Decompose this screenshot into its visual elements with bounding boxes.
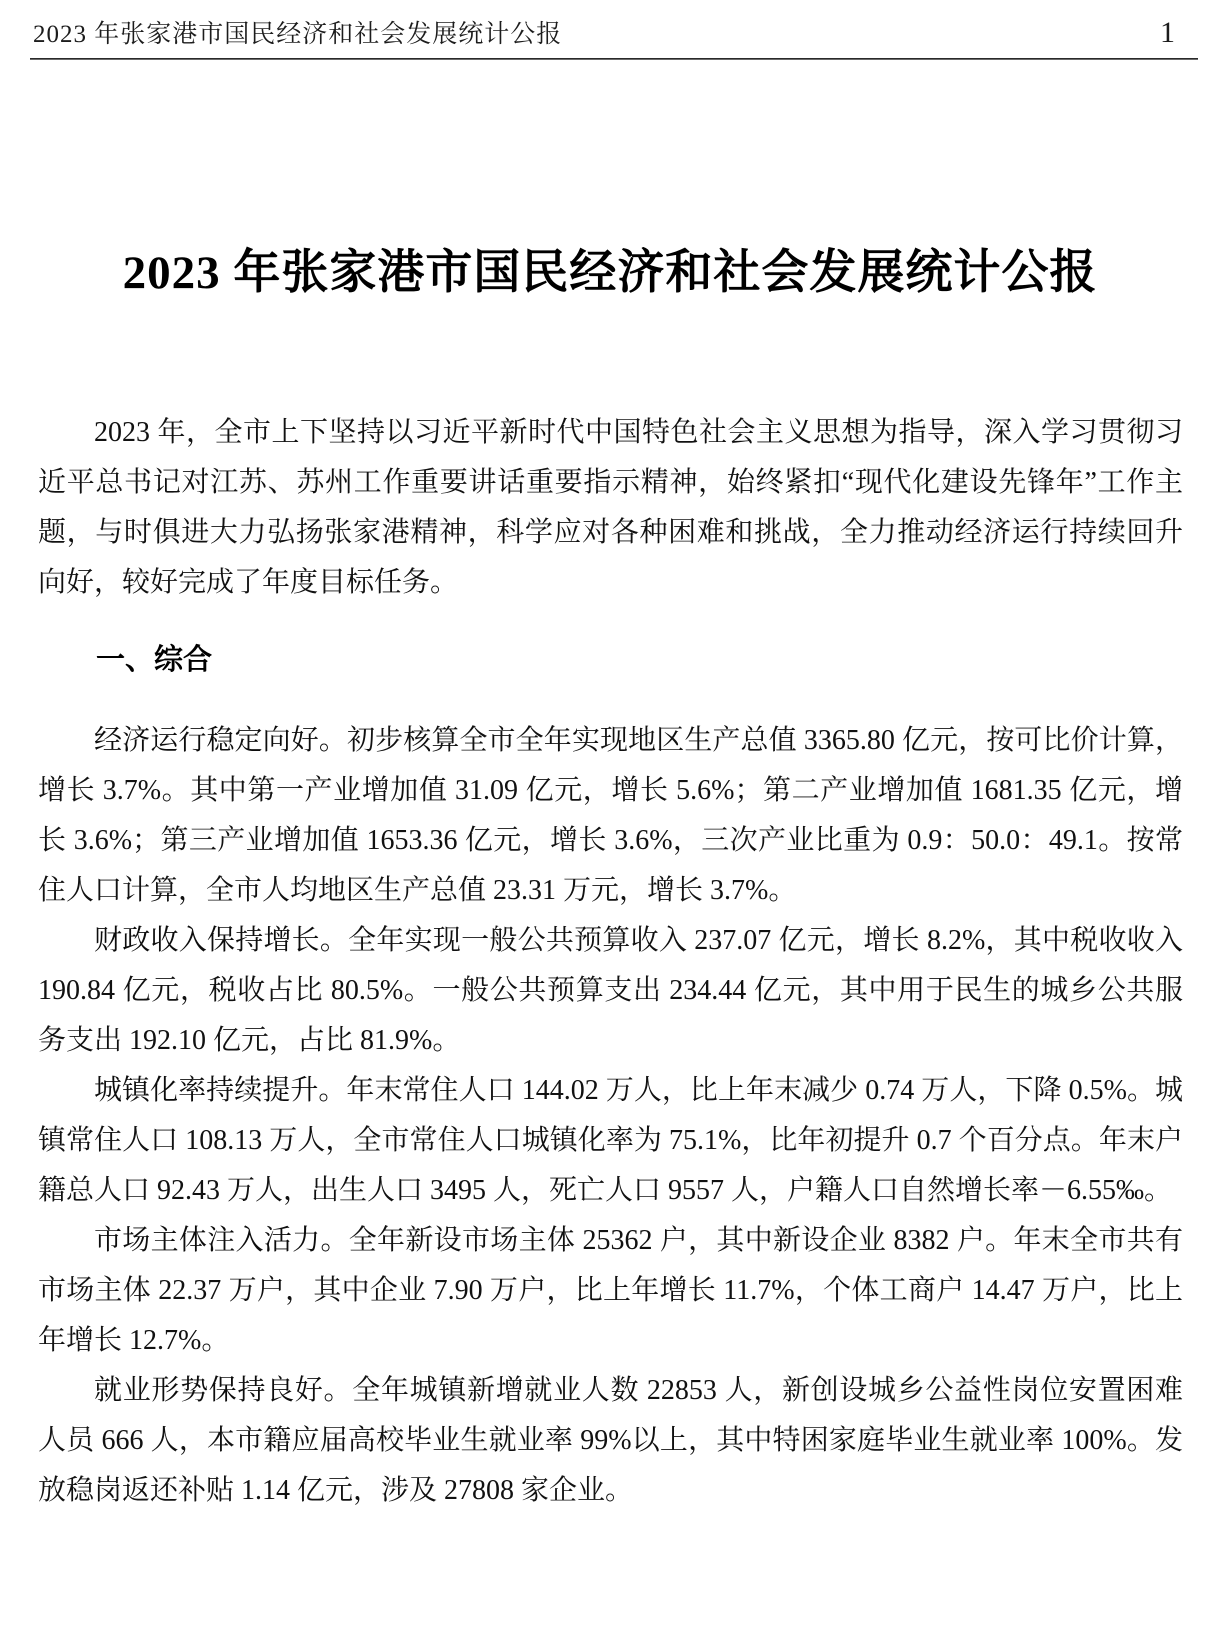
header-title: 2023 年张家港市国民经济和社会发展统计公报 — [33, 21, 563, 48]
section-heading: 一、综合 — [96, 644, 213, 676]
paragraph-lead: 财政收入保持增长。 — [94, 925, 349, 956]
paragraph-lead: 城镇化率持续提升。 — [94, 1075, 347, 1106]
intro-paragraph: 2023 年，全市上下坚持以习近平新时代中国特色社会主义思想为指导，深入学习贯彻习近平总书记对江苏、苏州工作重要讲话重要指示精神，始终紧扣“现代化建设先锋年”工作主题，与时俱进大力弘扬张家港精神，科学应对各种困难和挑战，全力推动经济运行持续回升向好，较好完成了年度目标任务。 — [38, 417, 1183, 598]
paragraph-urbanization — [38, 1066, 1183, 1216]
document-body — [38, 408, 1183, 1516]
paragraph-text: 年末常住人口 144.02 万人，比上年末减少 0.74 万人，下降 0.5%。城镇常住人口 108.13 万人，全市常住人口城镇化率为 75.1%，比年初提升 0.7 个百分点。年末户籍总人口 92.43 万人，出生人口 3495 人，死亡人口 9557 人，户籍人口自然增长率－6.55‰。 — [38, 1075, 1183, 1206]
paragraph-text: 初步核算全市全年实现地区生产总值 3365.80 亿元，按可比价计算，增长 3.7%。其中第一产业增加值 31.09 亿元，增长 5.6%；第二产业增加值 1681.35 亿元，增长 3.6%；第三产业增加值 1653.36 亿元，增长 3.6%，三次产业比重为 0.9：50.0：49.1。按常住人口计算，全市人均地区生产总值 23.31 万元，增长 3.7%。 — [38, 725, 1183, 906]
paragraph-fiscal — [38, 916, 1183, 1066]
paragraph-economy — [38, 716, 1183, 916]
paragraph-lead: 就业形势保持良好。 — [94, 1375, 353, 1406]
paragraph-lead: 经济运行稳定向好。 — [94, 725, 347, 756]
page-number: 1 — [1160, 16, 1175, 49]
document-page — [0, 14, 1220, 1642]
paragraph-text: 全年实现一般公共预算收入 237.07 亿元，增长 8.2%，其中税收收入 190.84 亿元，税收占比 80.5%。一般公共预算支出 234.44 亿元，其中用于民生的城乡公共服务支出 192.10 亿元，占比 81.9%。 — [38, 925, 1183, 1056]
page-header — [33, 14, 1175, 54]
paragraph-lead: 市场主体注入活力。 — [94, 1225, 349, 1256]
paragraph-text: 全年新设市场主体 25362 户，其中新设企业 8382 户。年末全市共有市场主体 22.37 万户，其中企业 7.90 万户，比上年增长 11.7%，个体工商户 14.47 万户，比上年增长 12.7%。 — [38, 1225, 1183, 1356]
document-title: 2023 年张家港市国民经济和社会发展统计公报 — [122, 247, 1098, 299]
paragraph-employment — [38, 1366, 1183, 1516]
header-rule — [30, 58, 1198, 60]
paragraph-market — [38, 1216, 1183, 1366]
paragraph-text: 全年城镇新增就业人数 22853 人，新创设城乡公益性岗位安置困难人员 666 人，本市籍应届高校毕业生就业率 99%以上，其中特困家庭毕业生就业率 100%。发放稳岗返还补贴 1.14 亿元，涉及 27808 家企业。 — [38, 1375, 1183, 1506]
